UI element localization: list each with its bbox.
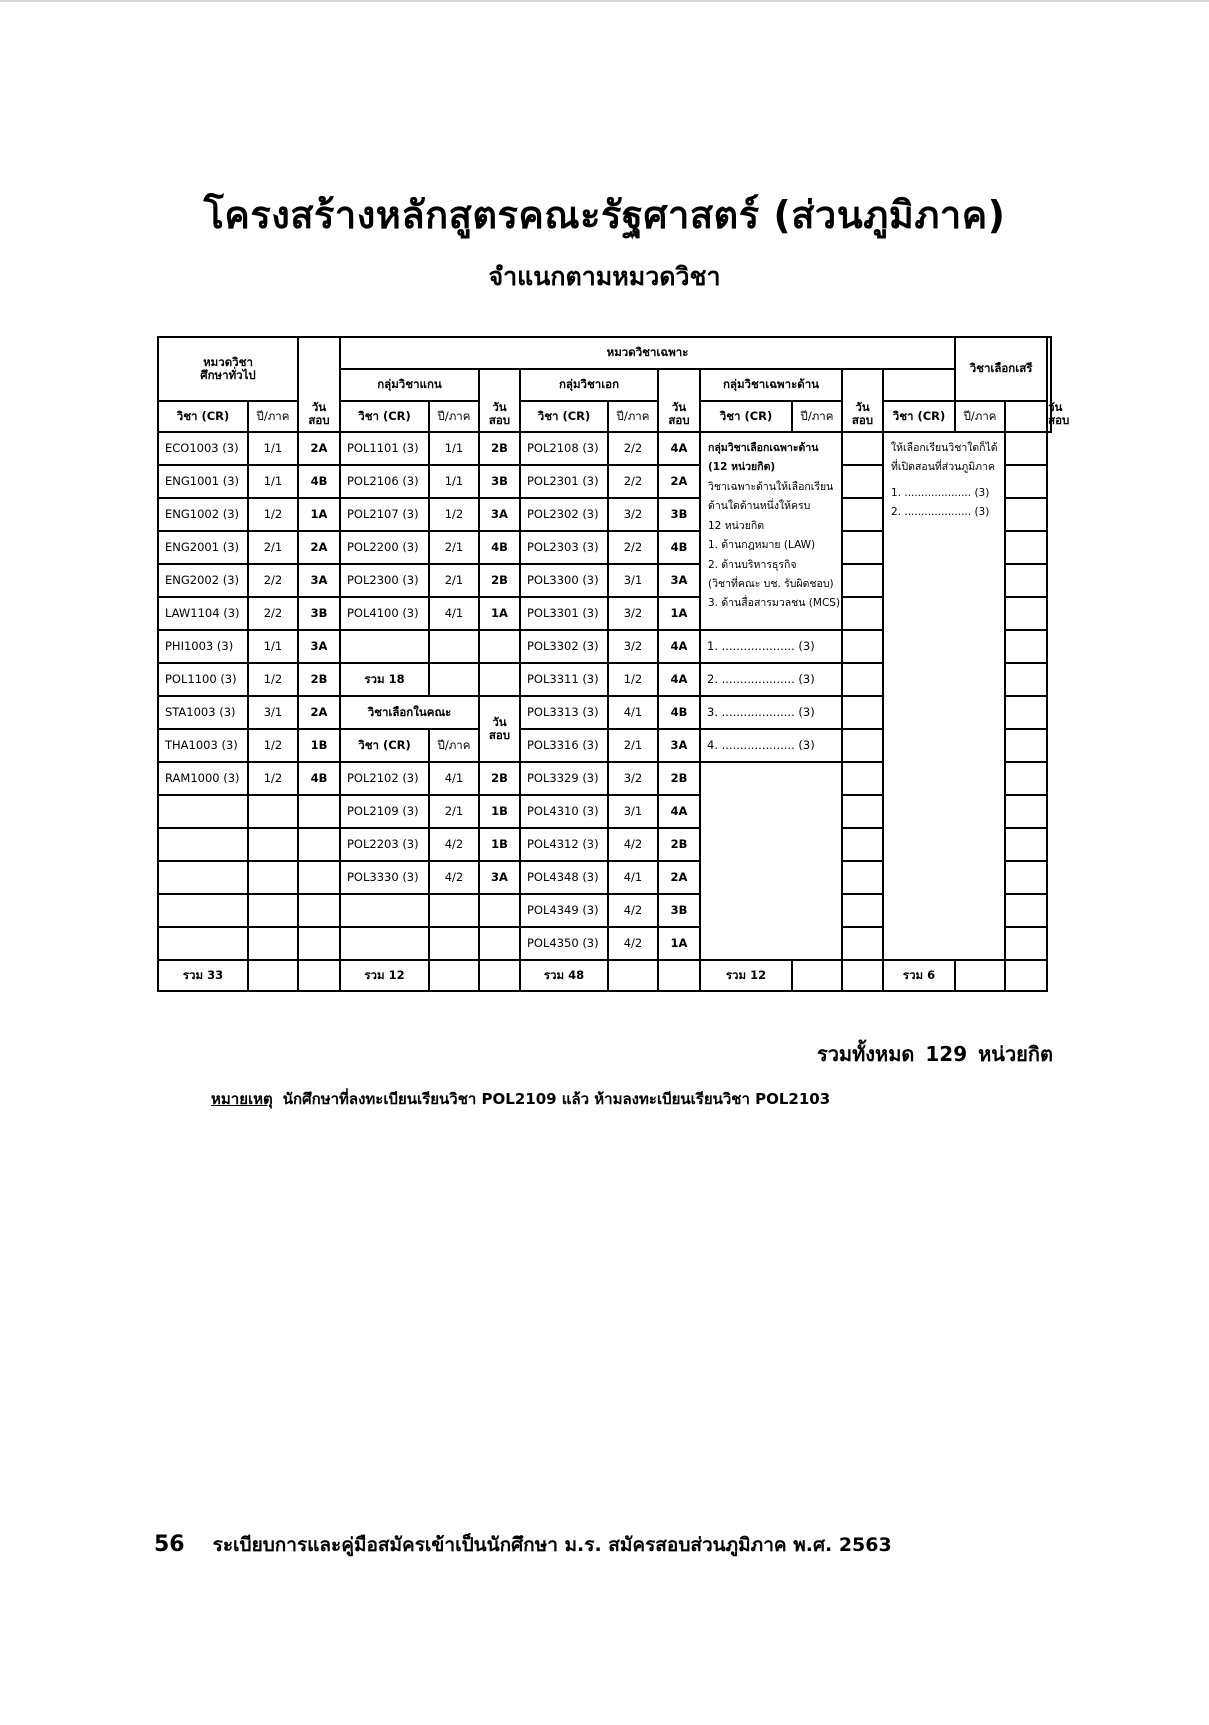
blank xyxy=(842,960,883,991)
header-course-cr: วิชา (CR) xyxy=(158,401,248,432)
free-exam-day xyxy=(1005,927,1047,960)
core-year-sem: 4/2 xyxy=(429,828,479,861)
core-course: POL2200 (3) xyxy=(340,531,429,564)
general-course: ENG1001 (3) xyxy=(158,465,248,498)
core-exam-day: 2B xyxy=(479,432,520,465)
general-year-sem: 1/2 xyxy=(248,663,298,696)
specialized-exam-day xyxy=(842,663,883,696)
free-elective-note-line: 1. .................... (3) xyxy=(891,486,990,499)
core-year-sem: 2/1 xyxy=(429,531,479,564)
general-course xyxy=(158,927,248,960)
general-course: POL1100 (3) xyxy=(158,663,248,696)
specialized-exam-day xyxy=(842,762,883,795)
header-free-elective: วิชาเลือกเสรี xyxy=(955,337,1047,401)
major-course: POL3329 (3) xyxy=(520,762,608,795)
header-major: กลุ่มวิชาเอก xyxy=(520,369,658,401)
general-course xyxy=(158,828,248,861)
specialized-exam-day xyxy=(842,432,883,465)
core-year-sem: 1/2 xyxy=(429,498,479,531)
general-exam-day: 3B xyxy=(298,597,340,630)
major-exam-day: 4A xyxy=(658,432,700,465)
specialized-note-line: ด้านใดด้านหนึ่งให้ครบ xyxy=(708,500,811,513)
grand-total: รวมทั้งหมด 129 หน่วยกิต xyxy=(816,1042,1053,1066)
major-course: POL2301 (3) xyxy=(520,465,608,498)
core-exam-day: 2B xyxy=(479,762,520,795)
specialized-exam-day xyxy=(842,465,883,498)
major-year-sem: 3/1 xyxy=(608,564,658,597)
general-year-sem xyxy=(248,894,298,927)
general-year-sem xyxy=(248,795,298,828)
free-exam-day xyxy=(1005,696,1047,729)
header-year-sem: ปี/ภาค xyxy=(248,401,298,432)
blank xyxy=(298,960,340,991)
general-exam-day xyxy=(298,861,340,894)
blank xyxy=(248,960,298,991)
page-number: 56 xyxy=(154,1532,185,1557)
specialized-slot: 2. .................... (3) xyxy=(700,663,842,696)
free-exam-day xyxy=(1005,861,1047,894)
general-year-sem xyxy=(248,861,298,894)
general-year-sem xyxy=(248,828,298,861)
general-course: STA1003 (3) xyxy=(158,696,248,729)
major-course: POL2108 (3) xyxy=(520,432,608,465)
free-elective-note-line: 2. .................... (3) xyxy=(891,506,990,519)
core-exam-day: 3A xyxy=(479,498,520,531)
totals-row xyxy=(158,960,1051,991)
specialized-note-line: 12 หน่วยกิต xyxy=(708,519,765,532)
core-course xyxy=(340,927,429,960)
major-course: POL4310 (3) xyxy=(520,795,608,828)
core-course: POL2106 (3) xyxy=(340,465,429,498)
header-course-cr: วิชา (CR) xyxy=(700,401,792,432)
general-exam-day xyxy=(298,894,340,927)
header-core: กลุ่มวิชาแกน xyxy=(340,369,479,401)
header-year-sem: ปี/ภาค xyxy=(792,401,842,432)
major-exam-day: 2A xyxy=(658,465,700,498)
blank xyxy=(429,960,479,991)
specialized-exam-day xyxy=(842,696,883,729)
core-course: POL2203 (3) xyxy=(340,828,429,861)
major-exam-day: 4B xyxy=(658,531,700,564)
header-year-sem: ปี/ภาค xyxy=(429,401,479,432)
major-exam-day: 3A xyxy=(658,729,700,762)
general-year-sem: 1/1 xyxy=(248,465,298,498)
footer-text: ระเบียบการและคู่มือสมัครเข้าเป็นนักศึกษา ม.ร. สมัครสอบส่วนภูมิภาค พ.ศ. 2563 xyxy=(212,1534,892,1556)
general-year-sem: 1/2 xyxy=(248,729,298,762)
free-exam-day xyxy=(1005,564,1047,597)
specialized-blank xyxy=(700,762,842,960)
major-course: POL4349 (3) xyxy=(520,894,608,927)
page-footer xyxy=(154,1530,892,1560)
major-year-sem: 4/2 xyxy=(608,894,658,927)
major-course: POL2303 (3) xyxy=(520,531,608,564)
core-exam-day: 3A xyxy=(479,861,520,894)
general-exam-day: 2A xyxy=(298,696,340,729)
general-year-sem: 3/1 xyxy=(248,696,298,729)
free-exam-day xyxy=(1005,498,1047,531)
blank xyxy=(608,960,658,991)
core-exam-day xyxy=(479,927,520,960)
curriculum-table xyxy=(157,336,1070,992)
major-exam-day: 2B xyxy=(658,762,700,795)
major-year-sem: 2/2 xyxy=(608,465,658,498)
specialized-note-line: กลุ่มวิชาเลือกเฉพาะด้าน xyxy=(708,442,819,454)
specialized-exam-day xyxy=(842,795,883,828)
core-subtotal: รวม 18 xyxy=(340,663,429,696)
header-specific: หมวดวิชาเฉพาะ xyxy=(340,337,955,369)
specialized-note-line: (วิชาที่คณะ บช. รับผิดชอบ) xyxy=(708,577,834,590)
general-year-sem: 1/1 xyxy=(248,432,298,465)
core-year-sem xyxy=(429,927,479,960)
major-exam-day: 4B xyxy=(658,696,700,729)
specialized-note-line: วิชาเฉพาะด้านให้เลือกเรียน xyxy=(708,480,834,493)
page-title: โครงสร้างหลักสูตรคณะรัฐศาสตร์ (ส่วนภูมิภาค) xyxy=(203,193,1006,237)
specialized-note-line: 1. ด้านกฎหมาย (LAW) xyxy=(708,539,816,552)
specialized-exam-day xyxy=(842,729,883,762)
major-course: POL3313 (3) xyxy=(520,696,608,729)
specialized-slot: 1. .................... (3) xyxy=(700,630,842,663)
free-exam-day xyxy=(1005,894,1047,927)
core-year-sem: 1/1 xyxy=(429,432,479,465)
major-course: POL4350 (3) xyxy=(520,927,608,960)
major-year-sem: 3/1 xyxy=(608,795,658,828)
core-exam-day xyxy=(479,630,520,663)
general-exam-day: 3A xyxy=(298,564,340,597)
core-course: POL2107 (3) xyxy=(340,498,429,531)
major-exam-day: 2A xyxy=(658,861,700,894)
major-year-sem: 3/2 xyxy=(608,630,658,663)
major-exam-day: 4A xyxy=(658,795,700,828)
major-year-sem: 2/1 xyxy=(608,729,658,762)
general-course: RAM1000 (3) xyxy=(158,762,248,795)
core-exam-day: 1B xyxy=(479,828,520,861)
free-elective-note xyxy=(883,432,1005,960)
header-course-cr: วิชา (CR) xyxy=(340,401,429,432)
core-exam-day: 2B xyxy=(479,564,520,597)
major-exam-day: 2B xyxy=(658,828,700,861)
core-year-sem: 4/1 xyxy=(429,762,479,795)
general-course xyxy=(158,894,248,927)
general-exam-day: 1B xyxy=(298,729,340,762)
general-exam-day: 2A xyxy=(298,432,340,465)
header-course-cr: วิชา (CR) xyxy=(520,401,608,432)
general-course: ENG2001 (3) xyxy=(158,531,248,564)
major-exam-day: 4A xyxy=(658,630,700,663)
specialized-exam-day xyxy=(842,498,883,531)
major-year-sem: 3/2 xyxy=(608,498,658,531)
major-course: POL3301 (3) xyxy=(520,597,608,630)
major-exam-day: 1A xyxy=(658,927,700,960)
major-exam-day: 3A xyxy=(658,564,700,597)
free-exam-day xyxy=(1005,597,1047,630)
major-course: POL3300 (3) xyxy=(520,564,608,597)
major-course: POL3316 (3) xyxy=(520,729,608,762)
core-exam-day: 4B xyxy=(479,531,520,564)
major-exam-day: 4A xyxy=(658,663,700,696)
general-exam-day xyxy=(298,795,340,828)
general-course: LAW1104 (3) xyxy=(158,597,248,630)
free-exam-day xyxy=(1005,432,1047,465)
core-year-sem: 1/1 xyxy=(429,465,479,498)
major-exam-day: 3B xyxy=(658,498,700,531)
core-course: POL2102 (3) xyxy=(340,762,429,795)
remark-label: หมายเหตุ xyxy=(211,1090,273,1108)
general-exam-day: 3A xyxy=(298,630,340,663)
general-course xyxy=(158,861,248,894)
free-elective-note-line: ที่เปิดสอนที่ส่วนภูมิภาค xyxy=(891,461,995,474)
header-course-cr: วิชา (CR) xyxy=(883,401,955,432)
specialized-note-line: 2. ด้านบริหารธุรกิจ xyxy=(708,558,797,571)
header-exam-day: วัน สอบ xyxy=(298,337,340,432)
specialized-exam-day xyxy=(842,531,883,564)
major-total: รวม 48 xyxy=(520,960,608,991)
specialized-exam-day xyxy=(842,630,883,663)
core-course xyxy=(340,894,429,927)
core-course: POL2109 (3) xyxy=(340,795,429,828)
specialized-exam-day xyxy=(842,861,883,894)
general-exam-day: 4B xyxy=(298,465,340,498)
blank xyxy=(955,960,1005,991)
remark xyxy=(211,1087,830,1111)
major-course: POL2302 (3) xyxy=(520,498,608,531)
core-year-sem xyxy=(429,894,479,927)
core-course: POL1101 (3) xyxy=(340,432,429,465)
specialized-total: รวม 12 xyxy=(700,960,792,991)
header-exam-day: วัน สอบ xyxy=(479,696,520,762)
general-course xyxy=(158,795,248,828)
free-exam-day xyxy=(1005,630,1047,663)
header-exam-day: วัน สอบ xyxy=(479,369,520,432)
major-year-sem: 3/2 xyxy=(608,762,658,795)
major-year-sem: 2/2 xyxy=(608,432,658,465)
major-year-sem: 4/1 xyxy=(608,861,658,894)
blank xyxy=(1005,960,1047,991)
core-course: POL3330 (3) xyxy=(340,861,429,894)
core-exam-day xyxy=(479,894,520,927)
core-course xyxy=(340,630,429,663)
core-year-sem xyxy=(429,630,479,663)
general-year-sem: 2/2 xyxy=(248,597,298,630)
general-exam-day: 4B xyxy=(298,762,340,795)
blank xyxy=(792,960,842,991)
general-year-sem: 1/2 xyxy=(248,498,298,531)
core-year-sem xyxy=(429,663,479,696)
core-exam-day xyxy=(479,663,520,696)
major-course: POL4348 (3) xyxy=(520,861,608,894)
core-exam-day: 1B xyxy=(479,795,520,828)
major-exam-day: 3B xyxy=(658,894,700,927)
core-exam-day: 3B xyxy=(479,465,520,498)
major-year-sem: 4/2 xyxy=(608,828,658,861)
specialized-note-line: 3. ด้านสื่อสารมวลชน (MCS) xyxy=(708,597,841,610)
general-exam-day: 1A xyxy=(298,498,340,531)
free-elective-note-line: ให้เลือกเรียนวิชาใดก็ได้ xyxy=(891,442,998,454)
free-exam-day xyxy=(1005,828,1047,861)
general-course: ENG1002 (3) xyxy=(158,498,248,531)
free-exam-day xyxy=(1005,663,1047,696)
major-year-sem: 4/1 xyxy=(608,696,658,729)
major-year-sem: 1/2 xyxy=(608,663,658,696)
general-total: รวม 33 xyxy=(158,960,248,991)
free-exam-day xyxy=(1005,465,1047,498)
specialized-exam-day xyxy=(842,927,883,960)
core-year-sem: 2/1 xyxy=(429,795,479,828)
core-course: POL4100 (3) xyxy=(340,597,429,630)
general-exam-day xyxy=(298,927,340,960)
blank xyxy=(479,960,520,991)
free-exam-day xyxy=(1005,795,1047,828)
core-course: POL2300 (3) xyxy=(340,564,429,597)
specialized-exam-day xyxy=(842,564,883,597)
header-specialized: กลุ่มวิชาเฉพาะด้าน xyxy=(700,369,842,401)
major-course: POL4312 (3) xyxy=(520,828,608,861)
page-subtitle: จำแนกตามหมวดวิชา xyxy=(488,262,721,291)
free-exam-day xyxy=(1005,762,1047,795)
general-course: ECO1003 (3) xyxy=(158,432,248,465)
table-row xyxy=(158,432,1051,465)
general-year-sem: 1/1 xyxy=(248,630,298,663)
free-exam-day xyxy=(1005,531,1047,564)
major-year-sem: 3/2 xyxy=(608,597,658,630)
general-year-sem xyxy=(248,927,298,960)
general-course: PHI1003 (3) xyxy=(158,630,248,663)
general-exam-day xyxy=(298,828,340,861)
remark-text: นักศึกษาที่ลงทะเบียนเรียนวิชา POL2109 แล้ว ห้ามลงทะเบียนเรียนวิชา POL2103 xyxy=(282,1090,831,1108)
free-total: รวม 6 xyxy=(883,960,955,991)
specialized-note-line: (12 หน่วยกิต) xyxy=(708,461,776,474)
header-general: หมวดวิชา ศึกษาทั่วไป xyxy=(158,337,298,401)
major-year-sem: 2/2 xyxy=(608,531,658,564)
header-year-sem: ปี/ภาค xyxy=(429,729,479,762)
core-exam-day: 1A xyxy=(479,597,520,630)
general-exam-day: 2B xyxy=(298,663,340,696)
specialized-note xyxy=(700,432,842,630)
general-course: THA1003 (3) xyxy=(158,729,248,762)
major-course: POL3302 (3) xyxy=(520,630,608,663)
specialized-exam-day xyxy=(842,828,883,861)
header-exam-day: วัน สอบ xyxy=(658,369,700,432)
free-exam-day xyxy=(1005,729,1047,762)
header-year-sem: ปี/ภาค xyxy=(608,401,658,432)
header-year-sem: ปี/ภาค xyxy=(955,401,1005,432)
blank xyxy=(658,960,700,991)
major-year-sem: 4/2 xyxy=(608,927,658,960)
specialized-exam-day xyxy=(842,597,883,630)
general-exam-day: 2A xyxy=(298,531,340,564)
core-total: รวม 12 xyxy=(340,960,429,991)
core-year-sem: 4/1 xyxy=(429,597,479,630)
general-year-sem: 2/2 xyxy=(248,564,298,597)
core-year-sem: 4/2 xyxy=(429,861,479,894)
header-exam-day: วัน สอบ xyxy=(1047,337,1051,432)
major-course: POL3311 (3) xyxy=(520,663,608,696)
specialized-slot: 4. .................... (3) xyxy=(700,729,842,762)
core-year-sem: 2/1 xyxy=(429,564,479,597)
general-course: ENG2002 (3) xyxy=(158,564,248,597)
top-border xyxy=(0,0,1209,2)
specialized-exam-day xyxy=(842,894,883,927)
general-year-sem: 1/2 xyxy=(248,762,298,795)
header-course-cr: วิชา (CR) xyxy=(340,729,429,762)
general-year-sem: 2/1 xyxy=(248,531,298,564)
specialized-slot: 3. .................... (3) xyxy=(700,696,842,729)
header-faculty-elective: วิชาเลือกในคณะ xyxy=(340,696,479,729)
header-exam-day: วัน สอบ xyxy=(842,369,883,432)
major-exam-day: 1A xyxy=(658,597,700,630)
